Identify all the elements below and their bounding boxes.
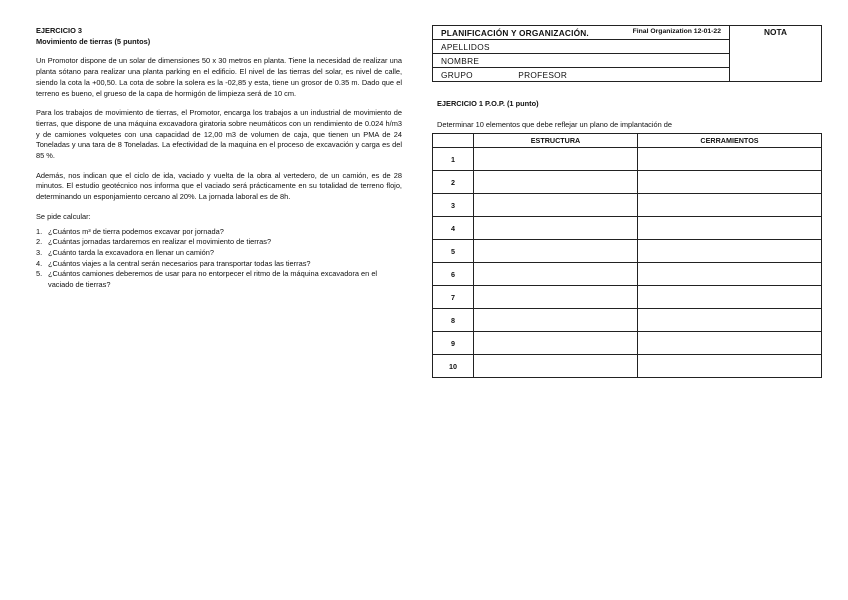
question-number: 1. [36, 226, 43, 236]
question-number: 2. [36, 237, 43, 247]
table-row [433, 217, 822, 240]
enclosure-answer-cell[interactable] [638, 286, 822, 309]
table-row [433, 263, 822, 286]
grade-label: NOTA [764, 27, 787, 37]
table-row [433, 240, 822, 263]
enclosure-answer-cell[interactable] [638, 217, 822, 240]
question-text: ¿Cuántos camiones deberemos de usar para no entorpecer el ritmo de la máquina excavadora en el vaciado de tierras? [48, 269, 378, 290]
row-number: 8 [433, 309, 474, 332]
exam-date-label: Final Organization 12-01-22 [632, 27, 721, 35]
column-header-structure: ESTRUCTURA [474, 134, 638, 148]
table-row [433, 309, 822, 332]
question-item [36, 237, 402, 248]
table-row [433, 355, 822, 378]
surname-label: APELLIDOS [441, 41, 490, 52]
row-number: 5 [433, 240, 474, 263]
answer-table-header [433, 134, 822, 148]
structure-answer-cell[interactable] [474, 332, 638, 355]
enclosure-answer-cell[interactable] [638, 263, 822, 286]
name-field[interactable] [433, 54, 730, 68]
exercise1-description: Determinar 10 elementos que debe reflejar un plano de implantación de [437, 120, 673, 129]
column-header-number [433, 134, 474, 148]
enclosure-answer-cell[interactable] [638, 148, 822, 171]
structure-answer-cell[interactable] [474, 355, 638, 378]
question-text: ¿Cuántos m³ de tierra podemos excavar por jornada? [48, 226, 224, 236]
answer-table [432, 133, 822, 378]
course-title: PLANIFICACIÓN Y ORGANIZACIÓN. [441, 27, 589, 38]
table-row [433, 148, 822, 171]
grade-box[interactable] [730, 26, 822, 82]
teacher-label: PROFESOR [518, 69, 568, 80]
name-label: NOMBRE [441, 55, 480, 66]
structure-answer-cell[interactable] [474, 217, 638, 240]
enclosure-answer-cell[interactable] [638, 194, 822, 217]
surname-field[interactable] [433, 40, 730, 54]
question-item [36, 269, 402, 290]
exercise3-third-paragraph: Además, nos indican que el ciclo de ida, vaciado y vuelta de la obra al vertedero, de un camión, es de 28 minutos. El estudio geotécnico nos informa que el vaciado será prácticamente en su totalidad de terreno flojo, determinando un esponjamiento cercano al 20%. La jornada laboral es de 8h. [36, 170, 402, 202]
row-number: 3 [433, 194, 474, 217]
row-number: 7 [433, 286, 474, 309]
structure-answer-cell[interactable] [474, 171, 638, 194]
structure-answer-cell[interactable] [474, 286, 638, 309]
table-row [433, 332, 822, 355]
structure-answer-cell[interactable] [474, 309, 638, 332]
exercise1-title: EJERCICIO 1 P.O.P. (1 punto) [437, 99, 539, 108]
question-text: ¿Cuántas jornadas tardaremos en realizar el movimiento de tierras? [48, 237, 272, 247]
question-item [36, 248, 402, 259]
enclosure-answer-cell[interactable] [638, 355, 822, 378]
question-number: 4. [36, 258, 43, 268]
question-number: 5. [36, 269, 43, 279]
exercise3-section [36, 26, 402, 291]
enclosure-answer-cell[interactable] [638, 309, 822, 332]
enclosure-answer-cell[interactable] [638, 240, 822, 263]
enclosure-answer-cell[interactable] [638, 332, 822, 355]
row-number: 2 [433, 171, 474, 194]
group-teacher-field[interactable] [433, 68, 730, 82]
student-info-table [432, 25, 822, 82]
structure-answer-cell[interactable] [474, 148, 638, 171]
row-number: 1 [433, 148, 474, 171]
structure-answer-cell[interactable] [474, 240, 638, 263]
exercise3-subtitle: Movimiento de tierras (5 puntos) [36, 36, 151, 46]
calculation-intro: Se pide calcular: [36, 211, 91, 221]
enclosure-answer-cell[interactable] [638, 171, 822, 194]
table-row [433, 286, 822, 309]
column-header-enclosures: CERRAMIENTOS [638, 134, 822, 148]
row-number: 9 [433, 332, 474, 355]
structure-answer-cell[interactable] [474, 194, 638, 217]
question-item [36, 259, 402, 270]
row-number: 4 [433, 217, 474, 240]
row-number: 10 [433, 355, 474, 378]
question-list [36, 227, 402, 291]
exercise3-intro-paragraph: Un Promotor dispone de un solar de dimensiones 50 x 30 metros en planta. Tiene la necesidad de realizar una planta sótano para realizar una planta parking en el edificio. El nivel de las tierras del solar, es nivel de calle, siendo la cota la +00,50. La cota de sobre la solera es la -02,85 y esta, tiene un grosor de 0.35 m. Dado que el terreno es bueno, el grueso de la capa de hormigón de limpieza será de 10 cm. [36, 56, 402, 98]
exercise3-second-paragraph: Para los trabajos de movimiento de tierras, el Promotor, encarga los trabajos a un industrial de movimiento de tierras, que dispone de una máquina excavadora giratoria sobre neumáticos con un rendimiento de 0.024 h/m3 y de camiones volquetes con una capacidad de 12,00 m3 de volumen de caja, que tienen un PMA de 24 Toneladas y una tara de 8 Toneladas. La efectividad de la maquina en el proceso de excavación y carga es del 85 %. [36, 108, 402, 161]
exercise3-title: EJERCICIO 3 [36, 26, 83, 35]
group-label: GRUPO [441, 69, 473, 80]
question-number: 3. [36, 247, 43, 257]
question-item [36, 227, 402, 238]
question-text: ¿Cuánto tarda la excavadora en llenar un camión? [48, 247, 214, 257]
table-row [433, 171, 822, 194]
course-title-cell [433, 26, 730, 40]
row-number: 6 [433, 263, 474, 286]
table-row [433, 194, 822, 217]
question-text: ¿Cuántos viajes a la central serán necesarios para transportar todas las tierras? [48, 258, 311, 268]
exam-header [432, 25, 822, 82]
structure-answer-cell[interactable] [474, 263, 638, 286]
